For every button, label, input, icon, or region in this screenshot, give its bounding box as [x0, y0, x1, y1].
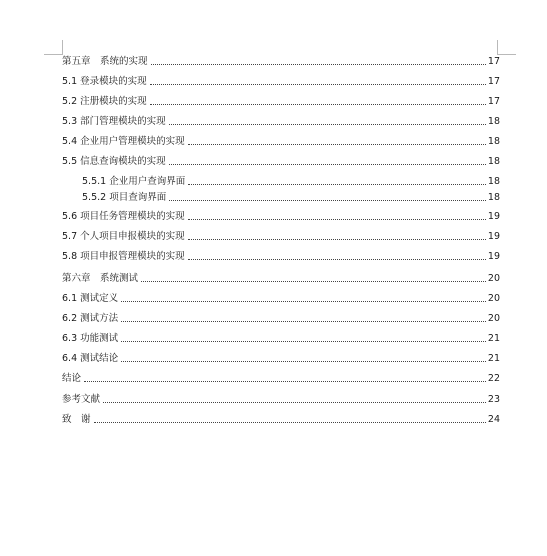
toc-entry-6-4[interactable]	[62, 351, 500, 365]
toc-entry-page: 19	[487, 251, 500, 262]
dot-leader	[150, 83, 486, 85]
dot-leader	[103, 401, 486, 403]
dot-leader	[188, 258, 486, 260]
toc-entry-title: 5.3 部门管理模块的实现	[62, 116, 166, 127]
dot-leader	[169, 123, 486, 125]
toc-entry-title: 5.6 项目任务管理模块的实现	[62, 211, 185, 222]
toc-entry-title: 5.8 项目申报管理模块的实现	[62, 251, 185, 262]
toc-entry-title: 第六章 系统测试	[62, 273, 139, 284]
toc-entry-title: 5.4 企业用户管理模块的实现	[62, 136, 185, 147]
toc-entry-page: 23	[487, 394, 500, 405]
toc-entry-page: 18	[487, 116, 500, 127]
dot-leader	[121, 320, 486, 322]
toc-entry-page: 20	[487, 293, 500, 304]
toc-entry-title: 5.5.2 项目查询界面	[82, 192, 167, 203]
toc-entry-5-5[interactable]	[62, 154, 500, 168]
toc-entry-title: 结论	[62, 373, 82, 384]
dot-leader	[169, 163, 486, 165]
toc-entry-page: 19	[487, 231, 500, 242]
toc-entry-title: 5.2 注册模块的实现	[62, 96, 147, 107]
toc-entry-5-5-1[interactable]	[82, 174, 500, 188]
toc-entry-references[interactable]	[62, 392, 500, 406]
toc-entry-acknowledgements[interactable]	[62, 412, 500, 426]
toc-entry-page: 18	[487, 136, 500, 147]
toc-entry-title: 5.1 登录模块的实现	[62, 76, 147, 87]
toc-entry-chapter-6[interactable]	[62, 271, 500, 285]
dot-leader	[169, 199, 486, 201]
toc-entry-title: 6.1 测试定义	[62, 293, 119, 304]
toc-entry-page: 20	[487, 313, 500, 324]
toc-entry-page: 18	[487, 156, 500, 167]
toc-entry-page: 21	[487, 353, 500, 364]
dot-leader	[188, 238, 486, 240]
toc-entry-page: 19	[487, 211, 500, 222]
toc-entry-page: 18	[487, 192, 500, 203]
dot-leader	[151, 63, 486, 65]
toc-entry-page: 24	[487, 414, 500, 425]
crop-mark-top-left	[44, 40, 63, 55]
toc-entry-page: 17	[487, 56, 500, 67]
toc-entry-title: 第五章 系统的实现	[62, 56, 148, 67]
toc-entry-page: 18	[487, 176, 500, 187]
toc-entry-5-7[interactable]	[62, 229, 500, 243]
toc-entry-5-4[interactable]	[62, 134, 500, 148]
dot-leader	[188, 218, 486, 220]
dot-leader	[141, 280, 486, 282]
dot-leader	[94, 421, 486, 423]
toc-entry-5-5-2[interactable]	[82, 190, 500, 204]
toc-entry-5-8[interactable]	[62, 249, 500, 263]
dot-leader	[84, 380, 486, 382]
dot-leader	[121, 340, 486, 342]
dot-leader	[121, 360, 486, 362]
toc-entry-conclusion[interactable]	[62, 371, 500, 385]
dot-leader	[188, 143, 486, 145]
toc-entry-title: 参考文献	[62, 394, 101, 405]
toc-entry-6-1[interactable]	[62, 291, 500, 305]
toc-entry-title: 5.7 个人项目申报模块的实现	[62, 231, 185, 242]
dot-leader	[150, 103, 486, 105]
dot-leader	[121, 300, 486, 302]
toc-entry-5-3[interactable]	[62, 114, 500, 128]
toc-entry-title: 6.3 功能测试	[62, 333, 119, 344]
toc-entry-6-2[interactable]	[62, 311, 500, 325]
crop-mark-top-right	[497, 40, 516, 55]
toc-entry-page: 22	[487, 373, 500, 384]
toc-entry-title: 6.2 测试方法	[62, 313, 119, 324]
toc-entry-chapter-5[interactable]	[62, 54, 500, 68]
toc-entry-page: 21	[487, 333, 500, 344]
toc-entry-5-2[interactable]	[62, 94, 500, 108]
toc-entry-5-1[interactable]	[62, 74, 500, 88]
dot-leader	[188, 183, 486, 185]
toc-entry-5-6[interactable]	[62, 209, 500, 223]
toc-entry-title: 5.5 信息查询模块的实现	[62, 156, 166, 167]
toc-entry-page: 17	[487, 96, 500, 107]
toc-entry-title: 致 谢	[62, 414, 91, 425]
toc-entry-6-3[interactable]	[62, 331, 500, 345]
toc-entry-title: 6.4 测试结论	[62, 353, 119, 364]
toc-entry-page: 17	[487, 76, 500, 87]
toc-entry-title: 5.5.1 企业用户查询界面	[82, 176, 186, 187]
toc-entry-page: 20	[487, 273, 500, 284]
